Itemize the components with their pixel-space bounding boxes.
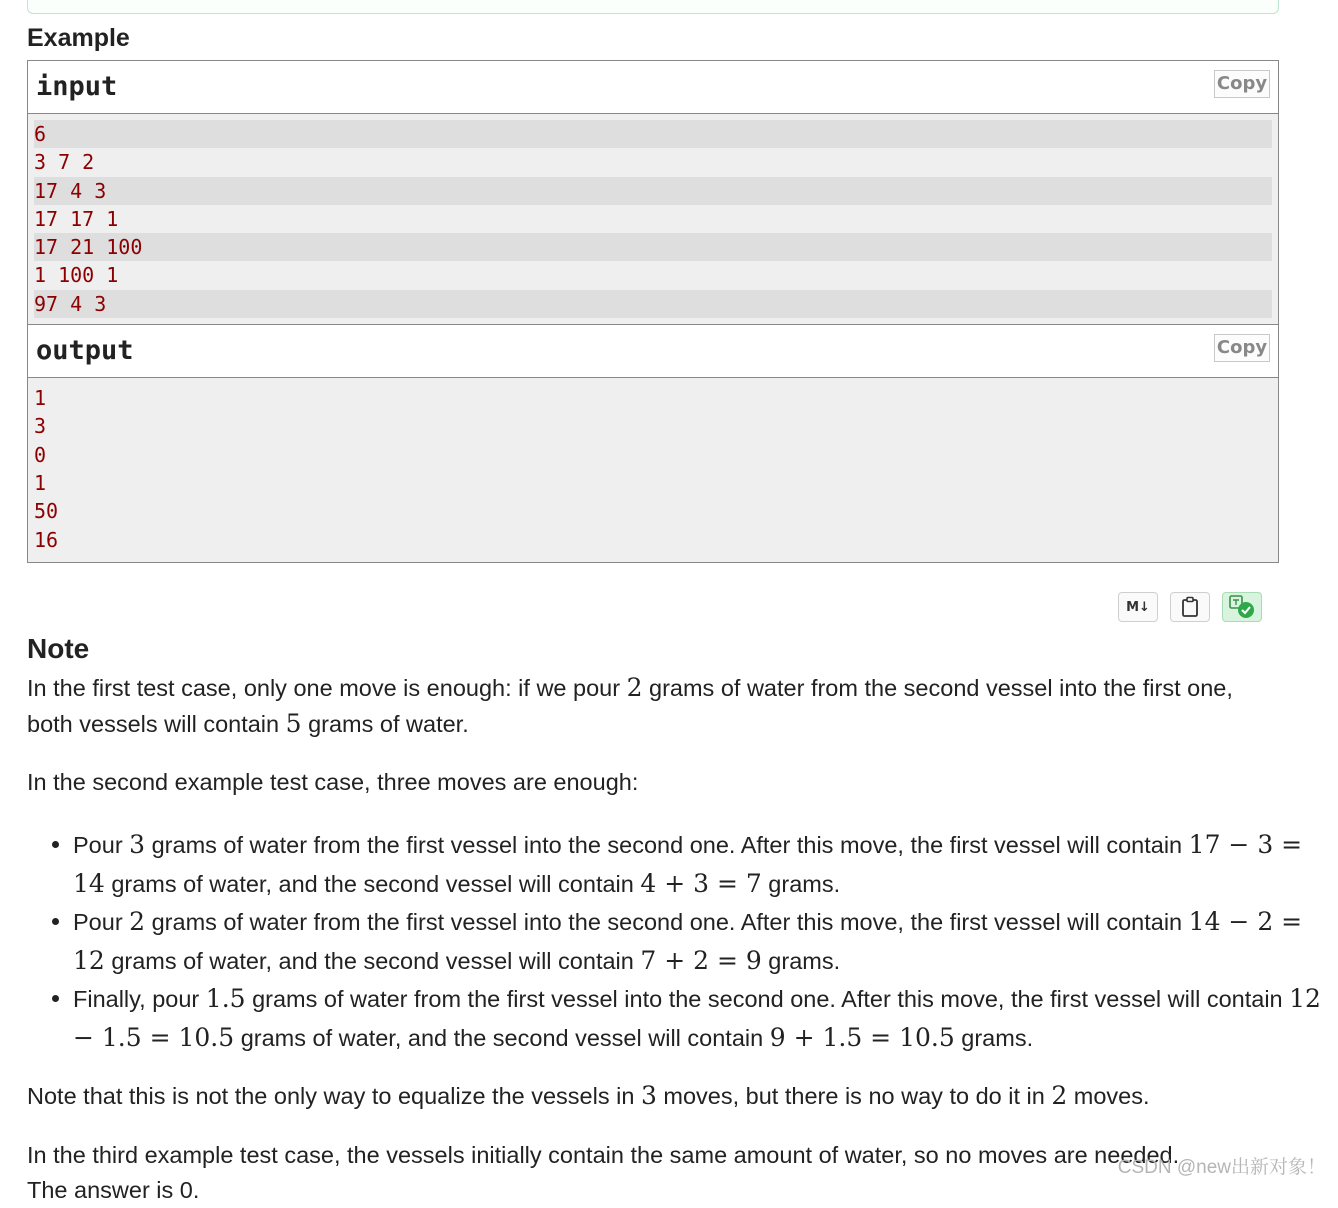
sample-line: 1	[34, 470, 47, 495]
output-header	[28, 325, 1278, 378]
translate-button[interactable]	[1222, 592, 1262, 622]
text: In the first test case, only one move is enough: if we pour	[27, 675, 627, 701]
sample-line: 0	[34, 442, 47, 467]
sample-line: 50	[34, 499, 59, 524]
sample-line: 17 17 1	[34, 206, 119, 231]
math: 4 + 3 = 7	[640, 868, 762, 898]
copy-output-button[interactable]: Copy	[1214, 334, 1270, 362]
math: 5	[285, 709, 302, 738]
sample-line: 3	[34, 414, 47, 439]
text: grams of water from the first vessel into the second one. After this move, the first vessel will contain	[145, 832, 1189, 858]
math: 2	[129, 907, 146, 936]
sample-line: 17 4 3	[34, 177, 1272, 205]
sample-line: 16	[34, 527, 59, 552]
move-item	[73, 980, 1333, 1057]
text: grams of water, and the second vessel will contain	[104, 870, 641, 897]
text: grams of water from the first vessel into the second one. After this move, the first vessel will contain	[145, 909, 1189, 935]
sample-tests	[27, 60, 1279, 563]
note-paragraph-1	[27, 670, 1282, 742]
sample-line: 97 4 3	[34, 290, 1272, 318]
clipboard-icon	[1181, 596, 1199, 618]
text: Pour	[73, 832, 130, 858]
copy-input-button[interactable]: Copy	[1214, 70, 1270, 98]
math: 3	[640, 1081, 657, 1110]
math: 3	[129, 830, 146, 859]
text: grams of water.	[301, 711, 469, 737]
move-item	[73, 903, 1333, 980]
sample-line: 3 7 2	[34, 150, 95, 175]
text: grams.	[954, 1024, 1034, 1051]
copy-clipboard-button[interactable]	[1170, 592, 1210, 622]
output-content	[28, 378, 1278, 562]
input-content	[28, 114, 1278, 324]
output-label: output	[36, 335, 134, 367]
text: grams of water from the second vessel into the first one, both vessels will contain	[27, 675, 1233, 737]
text: grams of water, and the second vessel will contain	[104, 947, 641, 974]
note-paragraph-3	[27, 1078, 1282, 1114]
text: moves.	[1067, 1083, 1150, 1109]
moves-list	[27, 826, 1333, 1057]
text: Note that this is not the only way to equalize the vessels in	[27, 1083, 641, 1109]
text: grams of water, and the second vessel will contain	[234, 1024, 770, 1051]
math: 12 − 1.5 = 10.5	[73, 984, 1321, 1052]
math: 7 + 2 = 9	[640, 945, 762, 975]
text: grams of water from the first vessel into the second one. After this move, the first vessel will contain	[245, 986, 1290, 1012]
input-header	[28, 61, 1278, 114]
sample-line: 1	[34, 386, 47, 411]
sample-line: 17 21 100	[34, 233, 1272, 261]
input-label: input	[36, 71, 118, 102]
text: grams.	[761, 870, 841, 897]
math: 9 + 1.5 = 10.5	[769, 1022, 955, 1052]
watermark: CSDN @new出新对象！	[1117, 1157, 1326, 1178]
math: 2	[626, 673, 643, 702]
translate-check-icon	[1227, 594, 1257, 620]
math: 17 − 3 = 14	[73, 830, 1303, 898]
toolbar	[1118, 592, 1262, 624]
move-item	[73, 826, 1333, 903]
markdown-button[interactable]	[1118, 592, 1158, 622]
math: 2	[1051, 1081, 1068, 1110]
note-paragraph-2: In the second example test case, three moves are enough:	[27, 769, 639, 795]
sample-line: 6	[34, 120, 1272, 148]
text: In the third example test case, the vessels initially contain the same amount of water, so no moves are needed.	[27, 1142, 1180, 1168]
note-title: Note	[27, 633, 90, 664]
math: 14 − 2 = 12	[73, 907, 1303, 975]
text: Finally, pour	[73, 986, 206, 1012]
statement-box-bottom	[27, 0, 1279, 14]
example-title: Example	[27, 24, 130, 52]
markdown-icon: M↓	[1126, 599, 1150, 615]
sample-line: 1 100 1	[34, 263, 119, 288]
text: Pour	[73, 909, 130, 935]
text: grams.	[761, 947, 841, 974]
text: moves, but there is no way to do it in	[656, 1083, 1052, 1109]
text: The answer is 0.	[27, 1177, 200, 1203]
math: 1.5	[205, 984, 246, 1013]
note-paragraph-4	[27, 1138, 1282, 1208]
